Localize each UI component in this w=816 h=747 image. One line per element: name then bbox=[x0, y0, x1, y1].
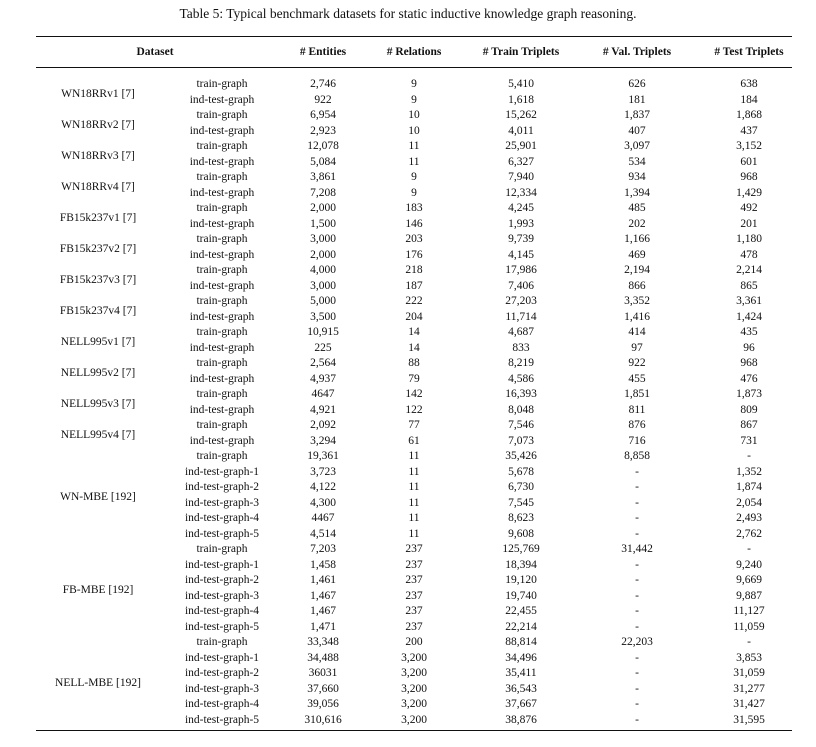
cell-entities: 310,616 bbox=[304, 713, 342, 726]
cell-entities: 6,954 bbox=[310, 109, 336, 121]
cell-entities: 37,660 bbox=[307, 682, 339, 695]
cell-entities: 33,348 bbox=[307, 636, 339, 648]
cell-val-triplets: 534 bbox=[628, 155, 646, 168]
cell-split: train-graph bbox=[196, 419, 248, 431]
cell-relations: 142 bbox=[405, 388, 423, 400]
cell-relations: 187 bbox=[405, 279, 423, 292]
cell-entities: 4,921 bbox=[310, 403, 336, 416]
cell-entities: 2,092 bbox=[310, 419, 336, 431]
cell-val-triplets: 1,394 bbox=[624, 186, 650, 199]
dataset-name: FB15k237v4 [7] bbox=[59, 304, 137, 317]
cell-entities: 1,471 bbox=[310, 620, 336, 633]
cell-relations: 146 bbox=[405, 217, 423, 230]
cell-test-triplets: 1,873 bbox=[736, 388, 762, 400]
cell-split: ind-test-graph-3 bbox=[184, 682, 260, 695]
cell-split: ind-test-graph-1 bbox=[184, 558, 260, 571]
cell-entities: 3,861 bbox=[310, 171, 336, 183]
cell-entities: 5,084 bbox=[310, 155, 336, 168]
cell-test-triplets: 435 bbox=[740, 326, 758, 338]
dataset-name: WN18RRv1 [7] bbox=[61, 87, 135, 100]
dataset-name: NELL-MBE [192] bbox=[55, 676, 141, 689]
cell-test-triplets: 11,127 bbox=[733, 605, 765, 617]
cell-train-triplets: 22,455 bbox=[505, 605, 537, 617]
cell-test-triplets: 31,277 bbox=[733, 682, 765, 695]
cell-split: train-graph bbox=[196, 78, 248, 90]
cell-relations: 222 bbox=[405, 295, 423, 307]
cell-val-triplets: 31,442 bbox=[621, 543, 653, 555]
cell-entities: 225 bbox=[314, 341, 332, 354]
cell-relations: 183 bbox=[405, 202, 423, 214]
cell-test-triplets: 9,240 bbox=[736, 558, 762, 571]
cell-relations: 237 bbox=[405, 558, 423, 571]
cell-relations: 79 bbox=[408, 372, 420, 385]
cell-val-triplets: - bbox=[635, 667, 639, 679]
cell-split: ind-test-graph-5 bbox=[184, 527, 260, 540]
cell-train-triplets: 35,426 bbox=[505, 450, 537, 462]
cell-test-triplets: - bbox=[747, 450, 751, 462]
cell-val-triplets: 866 bbox=[628, 279, 646, 292]
cell-split: train-graph bbox=[196, 388, 248, 400]
cell-test-triplets: 184 bbox=[740, 93, 758, 106]
dataset-name: FB15k237v1 [7] bbox=[59, 211, 137, 224]
header-dataset: Dataset bbox=[136, 46, 174, 58]
cell-split: train-graph bbox=[196, 233, 248, 245]
cell-relations: 218 bbox=[405, 264, 423, 276]
cell-train-triplets: 11,714 bbox=[505, 310, 537, 323]
cell-relations: 14 bbox=[408, 341, 420, 354]
cell-split: train-graph bbox=[196, 326, 248, 338]
cell-val-triplets: 97 bbox=[631, 341, 643, 354]
cell-entities: 7,203 bbox=[310, 543, 336, 555]
cell-train-triplets: 5,678 bbox=[508, 465, 534, 478]
cell-entities: 1,467 bbox=[310, 605, 336, 617]
dataset-name: NELL995v3 [7] bbox=[60, 397, 136, 410]
cell-train-triplets: 6,327 bbox=[508, 155, 534, 168]
cell-test-triplets: 2,493 bbox=[736, 512, 762, 524]
cell-split: train-graph bbox=[196, 543, 248, 555]
cell-relations: 10 bbox=[408, 109, 420, 121]
cell-relations: 237 bbox=[405, 605, 423, 617]
cell-split: train-graph bbox=[196, 295, 248, 307]
cell-entities: 4,514 bbox=[310, 527, 336, 540]
cell-val-triplets: 3,352 bbox=[624, 295, 650, 307]
cell-test-triplets: 1,429 bbox=[736, 186, 762, 199]
cell-train-triplets: 36,543 bbox=[505, 682, 537, 695]
cell-test-triplets: 437 bbox=[740, 124, 758, 137]
cell-train-triplets: 8,219 bbox=[508, 357, 534, 369]
cell-train-triplets: 1,618 bbox=[508, 93, 534, 106]
cell-relations: 77 bbox=[408, 419, 420, 431]
cell-train-triplets: 12,334 bbox=[505, 186, 537, 199]
cell-train-triplets: 34,496 bbox=[505, 651, 537, 664]
cell-train-triplets: 1,993 bbox=[508, 217, 534, 230]
cell-test-triplets: 31,059 bbox=[733, 667, 765, 679]
header-val-triplets: # Val. Triplets bbox=[602, 46, 672, 58]
cell-relations: 61 bbox=[408, 434, 420, 447]
cell-val-triplets: 455 bbox=[628, 372, 646, 385]
cell-split: ind-test-graph bbox=[189, 434, 255, 447]
cell-test-triplets: 1,424 bbox=[736, 310, 762, 323]
cell-val-triplets: - bbox=[635, 496, 639, 509]
cell-split: ind-test-graph-4 bbox=[184, 605, 260, 617]
cell-val-triplets: 3,097 bbox=[624, 140, 650, 152]
cell-split: ind-test-graph-2 bbox=[184, 481, 260, 493]
cell-entities: 1,461 bbox=[310, 574, 336, 586]
cell-entities: 10,915 bbox=[307, 326, 339, 338]
header-relations: # Relations bbox=[386, 46, 442, 58]
cell-val-triplets: 485 bbox=[628, 202, 646, 214]
cell-relations: 11 bbox=[408, 496, 420, 509]
cell-test-triplets: 2,054 bbox=[736, 496, 762, 509]
cell-split: ind-test-graph bbox=[189, 124, 255, 137]
cell-split: ind-test-graph-2 bbox=[184, 667, 260, 679]
cell-entities: 5,000 bbox=[310, 295, 336, 307]
cell-entities: 3,000 bbox=[310, 279, 336, 292]
cell-val-triplets: 1,837 bbox=[624, 109, 650, 121]
cell-split: ind-test-graph-5 bbox=[184, 713, 260, 726]
cell-test-triplets: 638 bbox=[740, 78, 758, 90]
cell-relations: 3,200 bbox=[401, 667, 427, 679]
cell-entities: 12,078 bbox=[307, 140, 339, 152]
cell-relations: 11 bbox=[408, 527, 420, 540]
cell-relations: 11 bbox=[408, 450, 420, 462]
cell-train-triplets: 4,586 bbox=[508, 372, 534, 385]
cell-entities: 2,564 bbox=[310, 357, 336, 369]
cell-train-triplets: 5,410 bbox=[508, 78, 534, 90]
cell-split: ind-test-graph bbox=[189, 217, 255, 230]
cell-entities: 4647 bbox=[311, 388, 335, 400]
dataset-name: NELL995v2 [7] bbox=[60, 366, 136, 379]
dataset-name: NELL995v4 [7] bbox=[60, 428, 136, 441]
cell-entities: 3,000 bbox=[310, 233, 336, 245]
cell-train-triplets: 7,406 bbox=[508, 279, 534, 292]
cell-relations: 9 bbox=[411, 186, 417, 199]
cell-test-triplets: 1,874 bbox=[736, 481, 762, 493]
cell-entities: 3,723 bbox=[310, 465, 336, 478]
cell-relations: 3,200 bbox=[401, 651, 427, 664]
cell-relations: 3,200 bbox=[401, 713, 427, 726]
cell-val-triplets: - bbox=[635, 713, 639, 726]
cell-split: ind-test-graph bbox=[189, 186, 255, 199]
cell-test-triplets: 867 bbox=[740, 419, 758, 431]
cell-split: ind-test-graph-2 bbox=[184, 574, 260, 586]
cell-train-triplets: 7,073 bbox=[508, 434, 534, 447]
cell-val-triplets: - bbox=[635, 651, 639, 664]
cell-val-triplets: 2,194 bbox=[624, 264, 650, 276]
cell-train-triplets: 17,986 bbox=[505, 264, 537, 276]
cell-relations: 203 bbox=[405, 233, 423, 245]
dataset-name: FB15k237v3 [7] bbox=[59, 273, 137, 286]
cell-train-triplets: 9,739 bbox=[508, 233, 534, 245]
cell-train-triplets: 19,740 bbox=[505, 589, 537, 602]
cell-test-triplets: - bbox=[747, 636, 751, 648]
cell-relations: 237 bbox=[405, 589, 423, 602]
cell-test-triplets: - bbox=[747, 543, 751, 555]
cell-split: train-graph bbox=[196, 264, 248, 276]
cell-split: ind-test-graph-4 bbox=[184, 512, 260, 524]
cell-split: ind-test-graph-4 bbox=[184, 698, 260, 710]
cell-relations: 9 bbox=[411, 78, 417, 90]
cell-relations: 200 bbox=[405, 636, 423, 648]
cell-split: ind-test-graph-5 bbox=[184, 620, 260, 633]
cell-test-triplets: 2,762 bbox=[736, 527, 762, 540]
cell-entities: 39,056 bbox=[307, 698, 339, 710]
cell-relations: 122 bbox=[405, 403, 423, 416]
cell-val-triplets: 8,858 bbox=[624, 450, 650, 462]
cell-test-triplets: 968 bbox=[740, 357, 758, 369]
cell-relations: 11 bbox=[408, 481, 420, 493]
cell-split: ind-test-graph bbox=[189, 310, 255, 323]
cell-train-triplets: 4,145 bbox=[508, 248, 534, 261]
cell-val-triplets: - bbox=[635, 527, 639, 540]
cell-train-triplets: 35,411 bbox=[505, 667, 537, 679]
cell-split: ind-test-graph bbox=[189, 155, 255, 168]
cell-train-triplets: 27,203 bbox=[505, 295, 537, 307]
cell-train-triplets: 38,876 bbox=[505, 713, 537, 726]
cell-relations: 14 bbox=[408, 326, 420, 338]
cell-split: ind-test-graph-3 bbox=[184, 496, 260, 509]
cell-split: ind-test-graph bbox=[189, 372, 255, 385]
cell-relations: 237 bbox=[405, 620, 423, 633]
cell-split: ind-test-graph-3 bbox=[184, 589, 260, 602]
cell-train-triplets: 8,623 bbox=[508, 512, 534, 524]
bottom-rule bbox=[36, 730, 792, 731]
cell-train-triplets: 37,667 bbox=[505, 698, 537, 710]
cell-relations: 204 bbox=[405, 310, 423, 323]
cell-relations: 237 bbox=[405, 543, 423, 555]
cell-split: train-graph bbox=[196, 636, 248, 648]
cell-split: train-graph bbox=[196, 450, 248, 462]
cell-train-triplets: 18,394 bbox=[505, 558, 537, 571]
cell-val-triplets: - bbox=[635, 589, 639, 602]
header-test-triplets: # Test Triplets bbox=[714, 46, 784, 58]
dataset-name: NELL995v1 [7] bbox=[60, 335, 136, 348]
cell-entities: 4,937 bbox=[310, 372, 336, 385]
cell-test-triplets: 2,214 bbox=[736, 264, 762, 276]
cell-relations: 88 bbox=[408, 357, 420, 369]
cell-entities: 36031 bbox=[308, 667, 338, 679]
cell-entities: 4,122 bbox=[310, 481, 336, 493]
cell-test-triplets: 96 bbox=[743, 341, 755, 354]
cell-train-triplets: 15,262 bbox=[505, 109, 537, 121]
cell-entities: 4,000 bbox=[310, 264, 336, 276]
cell-test-triplets: 601 bbox=[740, 155, 758, 168]
cell-val-triplets: 876 bbox=[628, 419, 646, 431]
cell-entities: 3,500 bbox=[310, 310, 336, 323]
cell-train-triplets: 125,769 bbox=[502, 543, 540, 555]
cell-relations: 11 bbox=[408, 512, 420, 524]
cell-test-triplets: 9,887 bbox=[736, 589, 762, 602]
cell-test-triplets: 492 bbox=[740, 202, 758, 214]
cell-entities: 2,746 bbox=[310, 78, 336, 90]
cell-test-triplets: 865 bbox=[740, 279, 758, 292]
cell-test-triplets: 9,669 bbox=[736, 574, 762, 586]
cell-val-triplets: 202 bbox=[628, 217, 646, 230]
cell-relations: 11 bbox=[408, 140, 420, 152]
cell-val-triplets: 181 bbox=[628, 93, 646, 106]
cell-val-triplets: - bbox=[635, 512, 639, 524]
cell-entities: 3,294 bbox=[310, 434, 336, 447]
cell-split: train-graph bbox=[196, 357, 248, 369]
cell-val-triplets: - bbox=[635, 574, 639, 586]
cell-val-triplets: - bbox=[635, 465, 639, 478]
cell-val-triplets: 22,203 bbox=[621, 636, 653, 648]
cell-test-triplets: 1,180 bbox=[736, 233, 762, 245]
cell-train-triplets: 4,011 bbox=[508, 124, 534, 137]
cell-val-triplets: 922 bbox=[628, 357, 646, 369]
cell-split: ind-test-graph-1 bbox=[184, 651, 260, 664]
cell-test-triplets: 1,352 bbox=[736, 465, 762, 478]
header-entities: # Entities bbox=[299, 46, 347, 58]
dataset-name: WN-MBE [192] bbox=[60, 490, 136, 503]
cell-val-triplets: 414 bbox=[628, 326, 646, 338]
cell-entities: 2,000 bbox=[310, 248, 336, 261]
cell-split: ind-test-graph bbox=[189, 403, 255, 416]
cell-train-triplets: 6,730 bbox=[508, 481, 534, 493]
cell-val-triplets: - bbox=[635, 682, 639, 695]
header-train-triplets: # Train Triplets bbox=[482, 46, 560, 58]
cell-train-triplets: 7,545 bbox=[508, 496, 534, 509]
cell-entities: 922 bbox=[314, 93, 332, 106]
cell-entities: 1,458 bbox=[310, 558, 336, 571]
cell-test-triplets: 809 bbox=[740, 403, 758, 416]
cell-entities: 19,361 bbox=[307, 450, 339, 462]
cell-test-triplets: 31,427 bbox=[733, 698, 765, 710]
cell-entities: 2,000 bbox=[310, 202, 336, 214]
cell-train-triplets: 88,814 bbox=[505, 636, 537, 648]
cell-entities: 7,208 bbox=[310, 186, 336, 199]
dataset-name: WN18RRv2 [7] bbox=[61, 118, 135, 131]
cell-train-triplets: 833 bbox=[512, 341, 530, 354]
cell-test-triplets: 478 bbox=[740, 248, 758, 261]
cell-val-triplets: - bbox=[635, 558, 639, 571]
cell-test-triplets: 968 bbox=[740, 171, 758, 183]
cell-entities: 34,488 bbox=[307, 651, 339, 664]
dataset-name: WN18RRv3 [7] bbox=[61, 149, 135, 162]
table-caption: Table 5: Typical benchmark datasets for static inductive knowledge graph reasoning. bbox=[179, 6, 637, 21]
cell-relations: 176 bbox=[405, 248, 423, 261]
cell-split: ind-test-graph bbox=[189, 341, 255, 354]
cell-val-triplets: 716 bbox=[628, 434, 646, 447]
dataset-name: WN18RRv4 [7] bbox=[61, 180, 135, 193]
cell-test-triplets: 1,868 bbox=[736, 109, 762, 121]
cell-train-triplets: 16,393 bbox=[505, 388, 537, 400]
cell-split: train-graph bbox=[196, 171, 248, 183]
cell-entities: 1,467 bbox=[310, 589, 336, 602]
cell-train-triplets: 7,940 bbox=[508, 171, 534, 183]
cell-val-triplets: - bbox=[635, 698, 639, 710]
cell-test-triplets: 3,361 bbox=[736, 295, 762, 307]
cell-test-triplets: 3,152 bbox=[736, 140, 762, 152]
cell-train-triplets: 19,120 bbox=[505, 574, 537, 586]
cell-relations: 11 bbox=[408, 155, 420, 168]
cell-split: ind-test-graph bbox=[189, 93, 255, 106]
cell-entities: 2,923 bbox=[310, 124, 336, 137]
cell-test-triplets: 31,595 bbox=[733, 713, 765, 726]
cell-train-triplets: 25,901 bbox=[505, 140, 537, 152]
cell-val-triplets: - bbox=[635, 481, 639, 493]
cell-relations: 10 bbox=[408, 124, 420, 137]
cell-train-triplets: 22,214 bbox=[505, 620, 537, 633]
cell-val-triplets: 934 bbox=[628, 171, 646, 183]
cell-relations: 3,200 bbox=[401, 698, 427, 710]
cell-split: ind-test-graph bbox=[189, 279, 255, 292]
cell-relations: 3,200 bbox=[401, 682, 427, 695]
dataset-name: FB-MBE [192] bbox=[62, 583, 134, 596]
cell-test-triplets: 201 bbox=[740, 217, 758, 230]
cell-test-triplets: 476 bbox=[740, 372, 758, 385]
cell-entities: 1,500 bbox=[310, 217, 336, 230]
cell-relations: 9 bbox=[411, 171, 417, 183]
cell-val-triplets: 407 bbox=[628, 124, 646, 137]
cell-val-triplets: 1,851 bbox=[624, 388, 650, 400]
cell-split: train-graph bbox=[196, 202, 248, 214]
cell-relations: 9 bbox=[411, 93, 417, 106]
cell-val-triplets: - bbox=[635, 605, 639, 617]
cell-test-triplets: 3,853 bbox=[736, 651, 762, 664]
cell-split: ind-test-graph-1 bbox=[184, 465, 260, 478]
cell-entities: 4,300 bbox=[310, 496, 336, 509]
cell-train-triplets: 4,245 bbox=[508, 202, 534, 214]
cell-train-triplets: 7,546 bbox=[508, 419, 534, 431]
cell-val-triplets: 811 bbox=[628, 403, 646, 416]
cell-train-triplets: 4,687 bbox=[508, 326, 534, 338]
cell-train-triplets: 8,048 bbox=[508, 403, 534, 416]
dataset-name: FB15k237v2 [7] bbox=[59, 242, 137, 255]
cell-test-triplets: 731 bbox=[740, 434, 758, 447]
cell-val-triplets: - bbox=[635, 620, 639, 633]
cell-val-triplets: 626 bbox=[628, 78, 646, 90]
cell-split: train-graph bbox=[196, 109, 248, 121]
cell-val-triplets: 1,166 bbox=[624, 233, 650, 245]
cell-entities: 4467 bbox=[311, 512, 335, 524]
cell-val-triplets: 1,416 bbox=[624, 310, 650, 323]
cell-test-triplets: 11,059 bbox=[733, 620, 765, 633]
cell-val-triplets: 469 bbox=[628, 248, 646, 261]
cell-relations: 11 bbox=[408, 465, 420, 478]
cell-split: train-graph bbox=[196, 140, 248, 152]
cell-split: ind-test-graph bbox=[189, 248, 255, 261]
cell-train-triplets: 9,608 bbox=[508, 527, 534, 540]
cell-relations: 237 bbox=[405, 574, 423, 586]
